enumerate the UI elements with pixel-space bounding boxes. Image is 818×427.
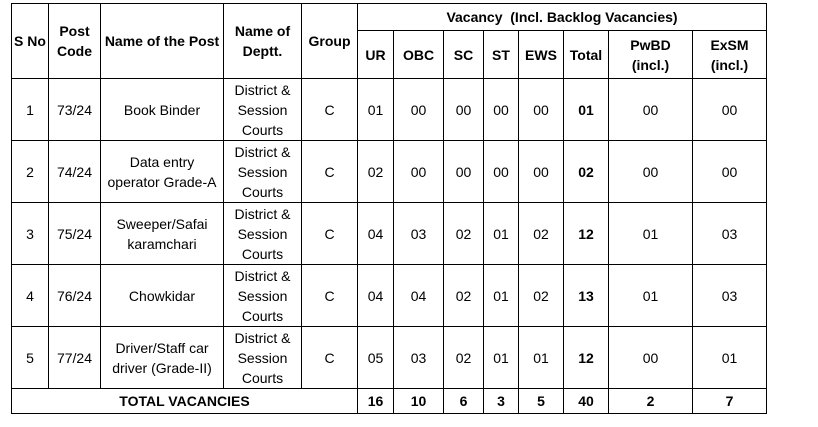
cell-ews: 00 [519, 141, 564, 203]
table-row [12, 265, 767, 327]
cell-group: C [302, 327, 358, 389]
cell-ur: 04 [358, 265, 394, 327]
cell-st: 00 [484, 141, 519, 203]
cell-exsm: 00 [693, 79, 767, 141]
cell-total: 12 [564, 203, 609, 265]
cell-deptt: District & Session Courts [224, 79, 302, 141]
cell-sno: 3 [12, 203, 49, 265]
cell-sno: 4 [12, 265, 49, 327]
cell-pwbd: 01 [609, 203, 693, 265]
cell-total: 02 [564, 141, 609, 203]
table-row [12, 79, 767, 141]
header-group: Group [302, 4, 358, 79]
total-ews: 5 [519, 389, 564, 414]
header-deptt: Name of Deptt. [224, 4, 302, 79]
cell-obc: 03 [394, 203, 444, 265]
cell-exsm: 03 [693, 203, 767, 265]
total-exsm: 7 [693, 389, 767, 414]
total-ur: 16 [358, 389, 394, 414]
table-row [12, 141, 767, 203]
header-post-name: Name of the Post [101, 4, 224, 79]
header-sc: SC [444, 31, 484, 79]
header-ews: EWS [519, 31, 564, 79]
cell-total: 13 [564, 265, 609, 327]
cell-post-name: Driver/Staff car driver (Grade-II) [101, 327, 224, 389]
cell-st: 01 [484, 327, 519, 389]
total-obc: 10 [394, 389, 444, 414]
cell-sno: 5 [12, 327, 49, 389]
table-row [12, 203, 767, 265]
total-sc: 6 [444, 389, 484, 414]
cell-deptt: District & Session Courts [224, 141, 302, 203]
table-row [12, 327, 767, 389]
cell-sc: 02 [444, 203, 484, 265]
cell-sc: 02 [444, 265, 484, 327]
cell-post-code: 77/24 [49, 327, 101, 389]
cell-sc: 00 [444, 79, 484, 141]
header-ur: UR [358, 31, 394, 79]
header-st: ST [484, 31, 519, 79]
total-total: 40 [564, 389, 609, 414]
cell-ews: 02 [519, 203, 564, 265]
cell-group: C [302, 141, 358, 203]
cell-pwbd: 01 [609, 265, 693, 327]
cell-ur: 05 [358, 327, 394, 389]
header-sno: S No [12, 4, 49, 79]
cell-st: 01 [484, 265, 519, 327]
header-obc: OBC [394, 31, 444, 79]
cell-total: 01 [564, 79, 609, 141]
header-total: Total [564, 31, 609, 79]
vacancy-table-wrapper [11, 3, 767, 414]
cell-deptt: District & Session Courts [224, 265, 302, 327]
cell-post-name: Sweeper/Safai karamchari [101, 203, 224, 265]
total-pwbd: 2 [609, 389, 693, 414]
header-row-1 [12, 4, 767, 31]
total-label: TOTAL VACANCIES [12, 389, 358, 414]
cell-ur: 02 [358, 141, 394, 203]
cell-group: C [302, 265, 358, 327]
cell-exsm: 01 [693, 327, 767, 389]
header-exsm: ExSM (incl.) [693, 31, 767, 79]
cell-exsm: 00 [693, 141, 767, 203]
cell-obc: 03 [394, 327, 444, 389]
cell-deptt: District & Session Courts [224, 203, 302, 265]
cell-ews: 01 [519, 327, 564, 389]
cell-group: C [302, 79, 358, 141]
cell-pwbd: 00 [609, 79, 693, 141]
total-st: 3 [484, 389, 519, 414]
cell-post-name: Data entry operator Grade-A [101, 141, 224, 203]
cell-sc: 00 [444, 141, 484, 203]
cell-post-name: Book Binder [101, 79, 224, 141]
cell-pwbd: 00 [609, 141, 693, 203]
cell-obc: 00 [394, 141, 444, 203]
cell-post-code: 73/24 [49, 79, 101, 141]
cell-post-name: Chowkidar [101, 265, 224, 327]
cell-post-code: 75/24 [49, 203, 101, 265]
cell-sc: 02 [444, 327, 484, 389]
cell-exsm: 03 [693, 265, 767, 327]
total-row [12, 389, 767, 414]
cell-sno: 2 [12, 141, 49, 203]
cell-ur: 01 [358, 79, 394, 141]
header-pwbd: PwBD (incl.) [609, 31, 693, 79]
cell-st: 01 [484, 203, 519, 265]
cell-ews: 02 [519, 265, 564, 327]
cell-post-code: 74/24 [49, 141, 101, 203]
cell-obc: 00 [394, 79, 444, 141]
cell-pwbd: 00 [609, 327, 693, 389]
cell-group: C [302, 203, 358, 265]
cell-obc: 04 [394, 265, 444, 327]
header-post-code: Post Code [49, 4, 101, 79]
cell-st: 00 [484, 79, 519, 141]
cell-sno: 1 [12, 79, 49, 141]
cell-total: 12 [564, 327, 609, 389]
cell-post-code: 76/24 [49, 265, 101, 327]
vacancy-table [11, 3, 767, 414]
cell-ur: 04 [358, 203, 394, 265]
header-vacancy: Vacancy (Incl. Backlog Vacancies) [358, 4, 767, 31]
cell-deptt: District & Session Courts [224, 327, 302, 389]
cell-ews: 00 [519, 79, 564, 141]
